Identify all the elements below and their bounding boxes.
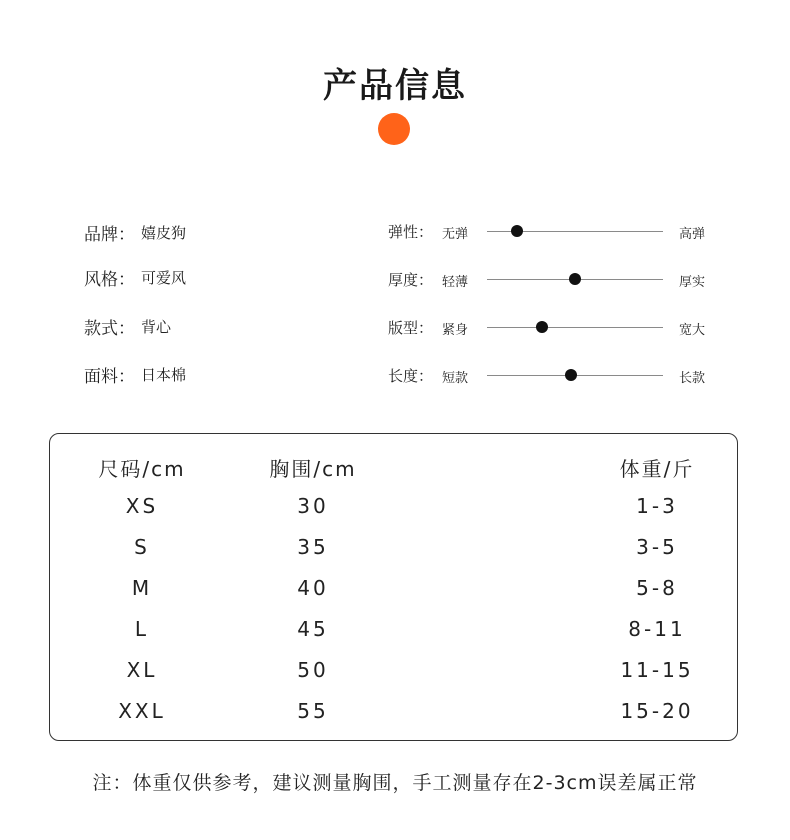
scale-label: 长度： [388,367,434,385]
scale-max-label: 厚实 [679,275,706,290]
scale-min-label: 无弹 [442,227,469,242]
table-cell-weight: 11-15 [620,658,694,682]
table-cell-size: S [134,535,150,559]
scale-marker [511,225,523,237]
table-cell-weight: 15-20 [620,699,694,723]
table-cell-size: XS [125,494,159,518]
table-cell-chest: 45 [297,617,329,641]
scale-track [487,231,663,232]
table-cell-weight: 1-3 [636,494,678,518]
accent-dot [378,113,410,145]
footnote: 注：体重仅供参考，建议测量胸围，手工测量存在2-3cm误差属正常 [92,772,698,794]
scale-elasticity [388,218,718,246]
info-row-style [84,263,284,291]
scale-max-label: 宽大 [679,323,706,338]
table-cell-chest: 55 [297,699,329,723]
table-cell-size: M [131,576,153,600]
scale-fit [388,314,718,342]
scale-min-label: 短款 [442,371,469,386]
size-table [49,433,738,741]
info-value: 可爱风 [141,268,187,287]
info-value: 日本棉 [141,365,187,384]
info-key: 风格： [84,269,135,290]
table-cell-size: XL [126,658,158,682]
table-cell-chest: 50 [297,658,329,682]
table-header-chest: 胸围/cm [269,457,357,481]
table-cell-size: XXL [118,699,166,723]
scale-track [487,279,663,280]
info-key: 品牌： [84,224,135,245]
info-key: 款式： [84,318,135,339]
table-cell-weight: 3-5 [636,535,678,559]
scale-max-label: 高弹 [679,227,706,242]
info-row-brand [84,218,284,246]
scale-track [487,327,663,328]
scale-min-label: 轻薄 [442,275,469,290]
scale-marker [569,273,581,285]
scale-max-label: 长款 [679,371,706,386]
table-header-size: 尺码/cm [98,457,186,481]
scale-label: 厚度： [388,271,434,289]
table-cell-weight: 5-8 [636,576,678,600]
table-header-weight: 体重/斤 [619,457,695,481]
info-row-fabric [84,360,284,388]
info-row-type [84,312,284,340]
table-cell-chest: 35 [297,535,329,559]
scale-label: 版型： [388,319,434,337]
info-key: 面料： [84,366,135,387]
table-cell-weight: 8-11 [628,617,686,641]
info-value: 嬉皮狗 [141,223,187,242]
scale-marker [565,369,577,381]
table-cell-chest: 30 [297,494,329,518]
table-cell-size: L [134,617,150,641]
info-value: 背心 [141,317,172,336]
scale-label: 弹性： [388,223,434,241]
table-cell-chest: 40 [297,576,329,600]
page-title: 产品信息 [323,66,467,106]
scale-min-label: 紧身 [442,323,469,338]
scale-track [487,375,663,376]
scale-marker [536,321,548,333]
scale-length [388,362,718,390]
scale-thickness [388,266,718,294]
